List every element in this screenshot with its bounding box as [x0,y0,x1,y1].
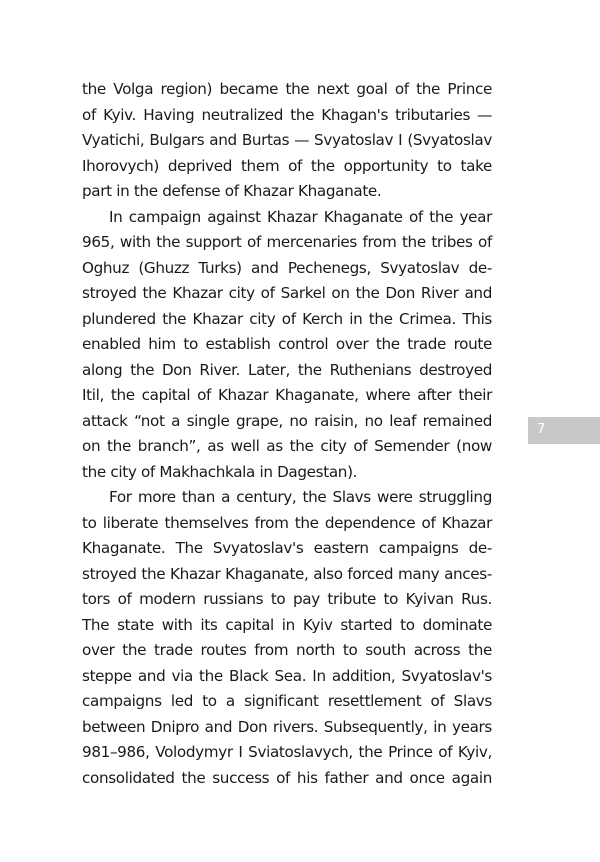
text-line: Oghuz (Ghuzz Turks) and Pechenegs, Svyatoslav de- [82,258,492,277]
text-line: The state with its capital in Kyiv started to dominate [82,615,492,634]
text-line: Vyatichi, Bulgars and Burtas — Svyatoslav I (Svyatoslav [82,131,492,149]
text-line: attack “not a single grape, no raisin, no leaf remained [82,411,492,430]
text-line: Khaganate. The Svyatoslav's eastern campaigns de- [82,539,492,557]
text-line: the Volga region) became the next goal of the Prince [82,80,492,98]
text-line: 981–986, Volodymyr I Sviatoslavych, the Prince of Kyiv, [82,743,492,761]
text-line: part in the defense of Khazar Khaganate. [82,182,382,200]
text-line: of Kyiv. Having neutralized the Khagan's tributaries — [82,105,492,124]
body-text [82,77,492,791]
text-line: Itil, the capital of Khazar Khaganate, where after their [82,386,492,404]
text-line: consolidated the success of his father and once again [82,768,492,787]
text-line: on the branch”, as well as the city of Semender (now [82,437,492,455]
text-line: 965, with the support of mercenaries from the tribes of [82,233,492,251]
text-line: the city of Makhachkala in Dagestan). [82,462,358,481]
text-line: tors of modern russians to pay tribute to Kyivan Rus. [82,590,492,608]
text-line: campaigns led to a significant resettlement of Slavs [82,692,492,710]
text-line: enabled him to establish control over the trade route [82,335,492,353]
paragraph-first-line: For more than a century, the Slavs were struggling [109,488,492,506]
text-line: stroyed the Khazar city of Sarkel on the Don River and [82,284,492,302]
page-number-tab [528,417,600,444]
text-line: between Dnipro and Don rivers. Subsequently, in years [82,717,492,736]
text-line: over the trade routes from north to south across the [82,641,492,659]
text-line: to liberate themselves from the dependence of Khazar [82,513,492,532]
paragraph-first-line: In campaign against Khazar Khaganate of the year [109,207,492,226]
text-line: along the Don River. Later, the Ruthenians destroyed [82,360,492,379]
text-line: Ihorovych) deprived them of the opportunity to take [82,156,492,175]
page-number: 7 [537,422,546,437]
text-line: plundered the Khazar city of Kerch in the Crimea. This [82,309,492,328]
text-line: steppe and via the Black Sea. In addition, Svyatoslav's [82,666,492,685]
text-line: stroyed the Khazar Khaganate, also forced many ances- [82,564,492,583]
